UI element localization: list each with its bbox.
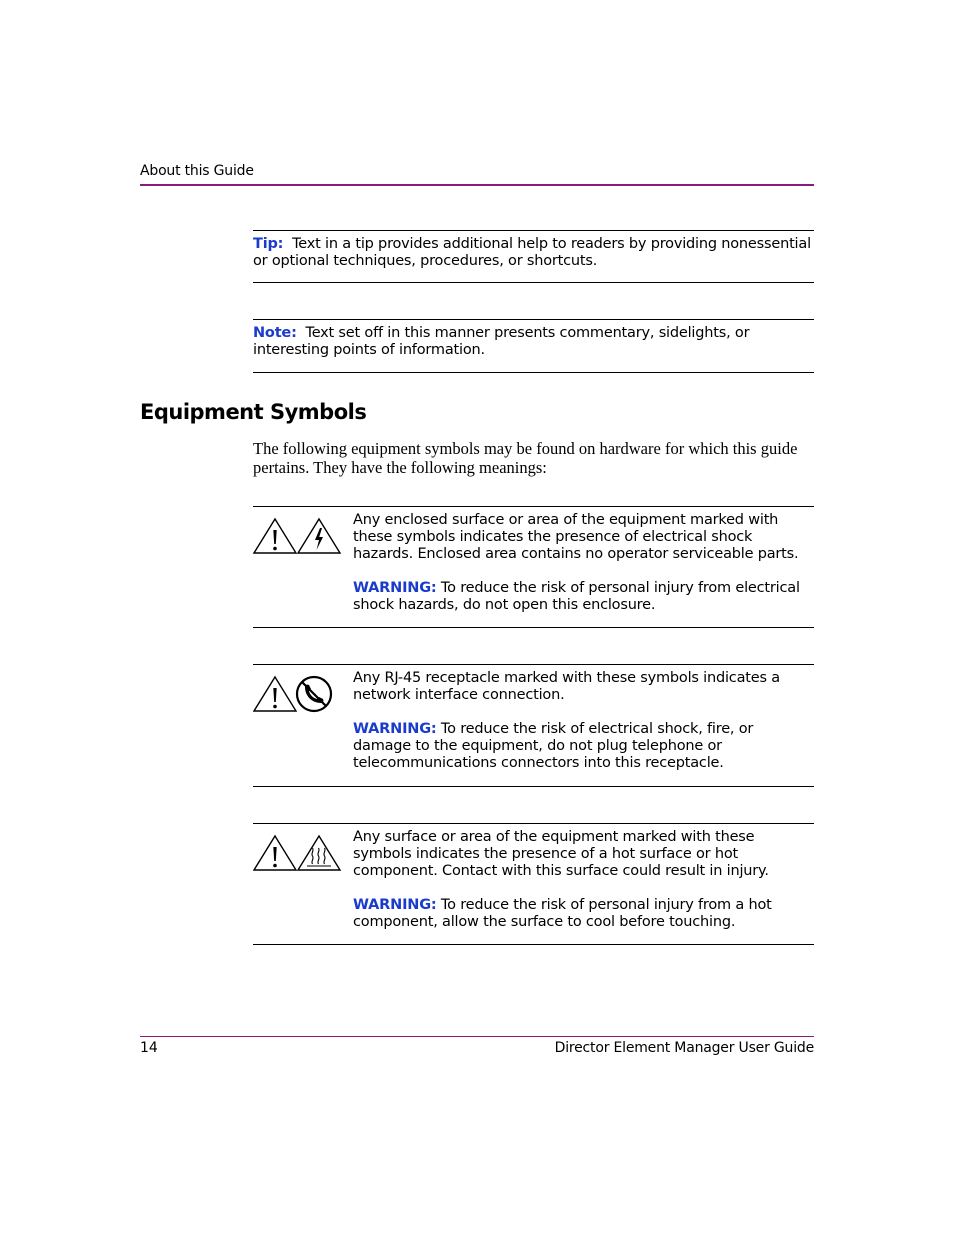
symbol-warning — [353, 580, 813, 614]
warning-label: WARNING: — [353, 721, 437, 737]
tip-paragraph — [253, 236, 814, 270]
symbol-row-electrical — [253, 506, 814, 628]
tip-box — [253, 230, 814, 283]
warning-text: To reduce the risk of personal injury from a hot component, allow the surface to cool before touching. — [353, 897, 772, 930]
symbol-row-hot-surface — [253, 823, 814, 945]
symbol-icons — [253, 834, 343, 876]
symbol-description: Any surface or area of the equipment marked with these symbols indicates the presence of a hot surface or hot component. Contact with this surface could result in injury. — [353, 829, 769, 879]
tip-text: Text in a tip provides additional help to readers by providing nonessential or optional techniques, procedures, or shortcuts. — [253, 236, 811, 269]
hot-surface-icon — [298, 836, 340, 870]
warning-label: WARNING: — [353, 897, 437, 913]
symbol-warning — [353, 721, 813, 772]
no-telephone-icon — [297, 677, 331, 711]
warning-triangle-icon — [254, 677, 296, 711]
symbol-icons — [253, 675, 343, 717]
symbol-warning — [353, 897, 813, 931]
footer-rule — [140, 1036, 814, 1037]
note-paragraph — [253, 325, 814, 359]
section-title: Equipment Symbols — [140, 400, 367, 424]
symbol-description: Any enclosed surface or area of the equipment marked with these symbols indicates the presence of electrical shock hazards. Enclosed area contains no operator serviceable parts. — [353, 512, 799, 562]
symbol-description: Any RJ-45 receptacle marked with these symbols indicates a network interface connection. — [353, 670, 780, 703]
running-header: About this Guide — [140, 163, 254, 179]
symbol-text — [353, 512, 813, 614]
footer-title: Director Element Manager User Guide — [554, 1040, 814, 1056]
symbol-row-network — [253, 664, 814, 787]
note-box — [253, 319, 814, 373]
warning-triangle-icon — [254, 836, 296, 870]
warning-text: To reduce the risk of electrical shock, fire, or damage to the equipment, do not plug telephone or telecommunications connectors into this receptacle. — [353, 721, 754, 771]
warning-text: To reduce the risk of personal injury from electrical shock hazards, do not open this enclosure. — [353, 580, 800, 613]
tip-label: Tip: — [253, 236, 284, 252]
warning-triangle-icon — [254, 519, 296, 553]
note-text: Text set off in this manner presents commentary, sidelights, or interesting points of information. — [253, 325, 750, 358]
page-number: 14 — [140, 1040, 158, 1056]
symbol-text — [353, 829, 813, 931]
electrical-shock-icon — [298, 519, 340, 553]
warning-label: WARNING: — [353, 580, 437, 596]
symbol-icons — [253, 517, 343, 559]
symbol-text — [353, 670, 813, 772]
header-rule — [140, 184, 814, 186]
note-label: Note: — [253, 325, 297, 341]
section-intro: The following equipment symbols may be found on hardware for which this guide pertains. They have the following meanings: — [253, 439, 798, 477]
